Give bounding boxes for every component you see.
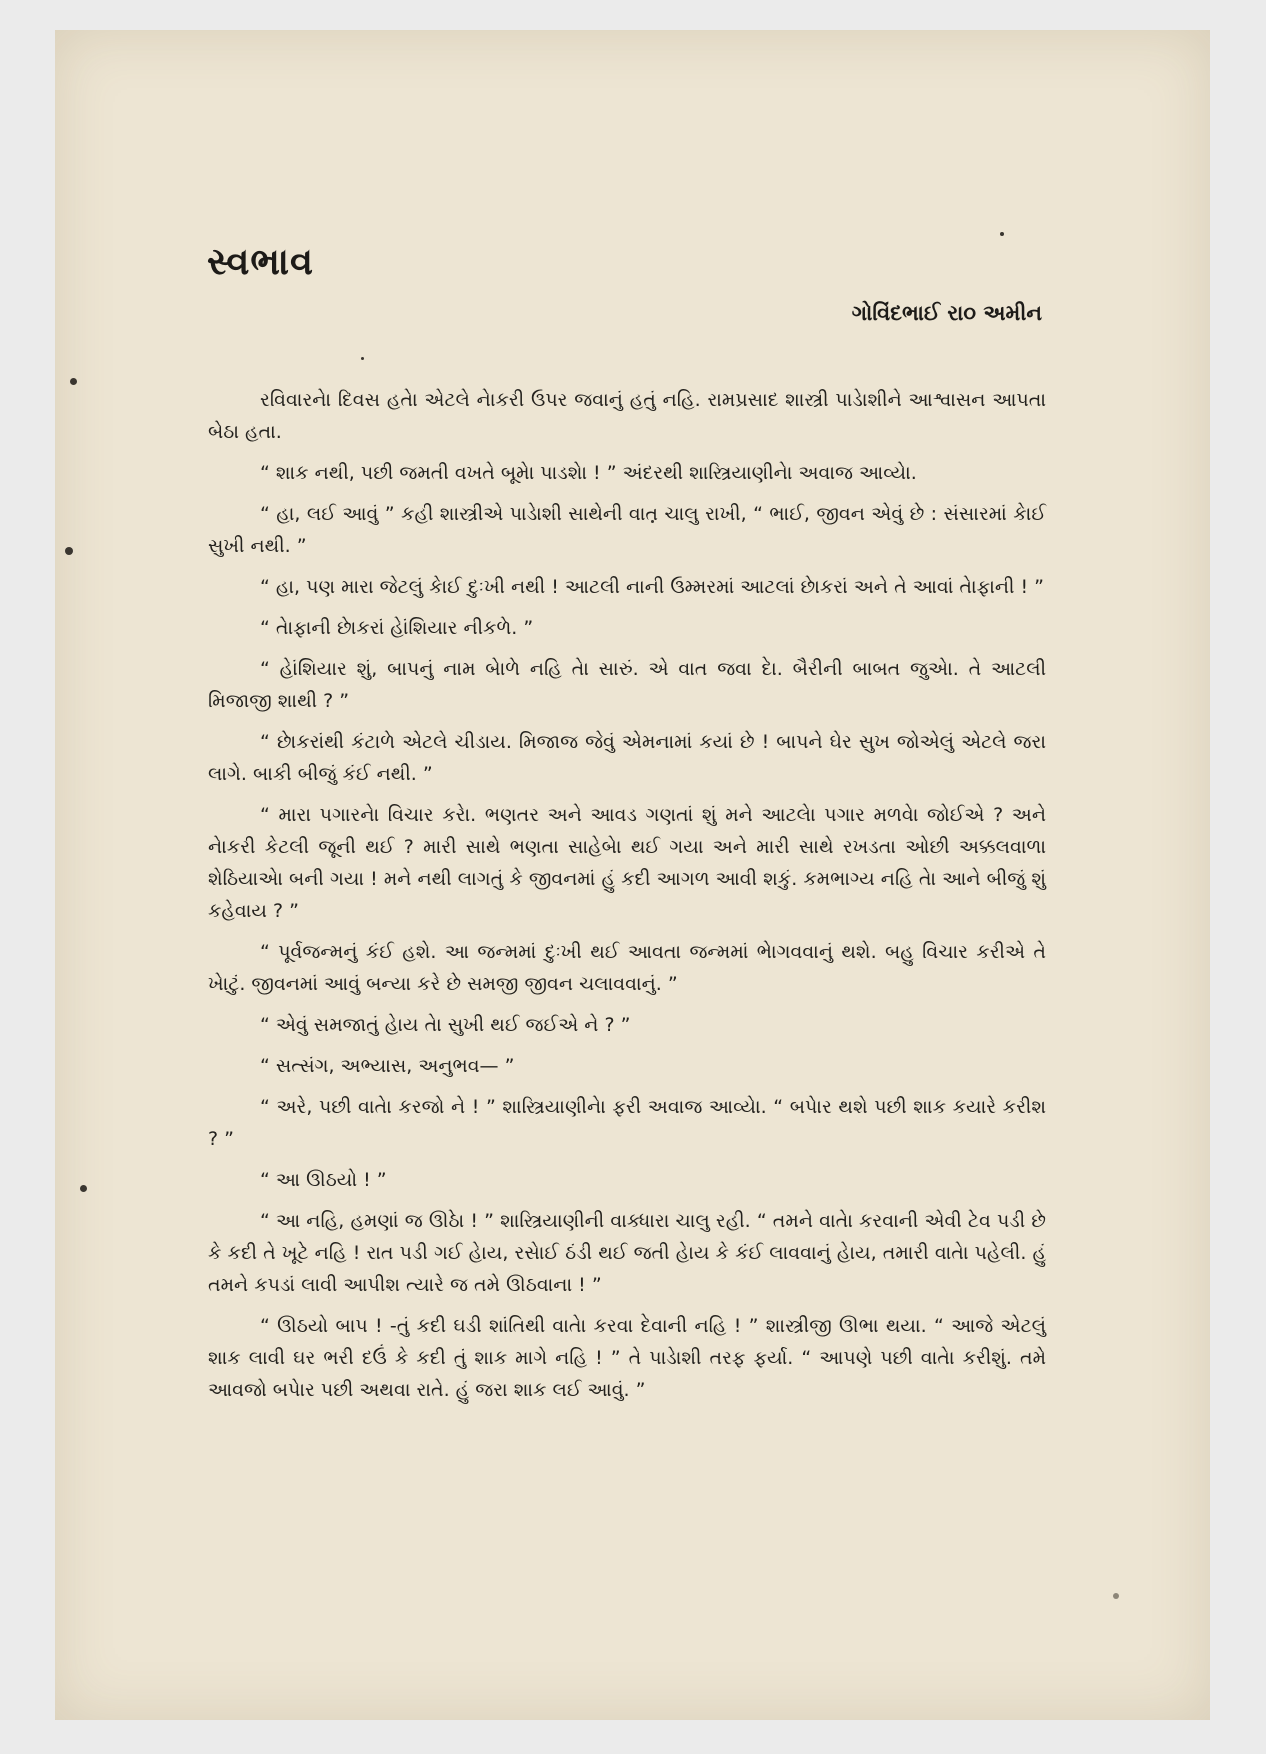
paragraph: “ અરે, પછી વાતેા કરજો ને ! ” શાસ્ત્રિયાણીનેા ફરી અવાજ આવ્યેા. “ બપેાર થશે પછી શાક કયારે કરીશ ? ” bbox=[208, 1096, 1046, 1150]
paragraph: “ હા, લઈ આવું ” કહી શાસ્ત્રીએ પાડેાશી સાથેની વાત ચાલુ રાખી, “ ભાઈ, જીવન એવું છે : સંસારમાં કેાઈ સુખી નથી. ” bbox=[208, 503, 1046, 557]
paragraph: “ સત્સંગ, અભ્યાસ, અનુભવ— ” bbox=[260, 1055, 515, 1077]
ink-speck bbox=[1000, 232, 1004, 236]
paragraph: “ ઊઠયો બાપ ! -તું કદી ઘડી શાંતિથી વાતેા કરવા દેવાની નહિ ! ” શાસ્ત્રીજી ઊભા થયા. “ આજે એટલું શાક લાવી ઘર ભરી દઉં કે કદી તું શાક માગે નહિ ! ” તે પાડેાશી તરફ ફર્યા. “ આપણે પછી વાતેા કરીશું. તમે આવજો બપેાર પછી અથવા રાતે. હું જરા શાક લઈ આવું. ” bbox=[208, 1315, 1046, 1401]
ink-speck bbox=[1113, 1593, 1119, 1599]
ink-speck bbox=[65, 547, 73, 555]
paragraph: “ પૂર્વજન્મનું કંઈ હશે. આ જન્મમાં દુઃખી થઈ આવતા જન્મમાં ભેાગવવાનું થશે. બહુ વિચાર કરીએ તે ખેાટું. જીવનમાં આવું બન્યા કરે છે સમજી જીવન ચલાવવાનું. ” bbox=[208, 941, 1046, 995]
paragraph: “ આ નહિ, હમણાં જ ઊઠેા ! ” શાસ્ત્રિયાણીની વાક્ધારા ચાલુ રહી. “ તમને વાતેા કરવાની એવી ટેવ પડી છે કે કદી તે ખૂટે નહિ ! રાત પડી ગઈ હેાય, રસેાઈ ઠંડી થઈ જતી હેાય કે કંઈ લાવવાનું હેાય, તમારી વાતેા પહેલી. હું તમને કપડાં લાવી આપીશ ત્યારે જ તમે ઊઠવાના ! ” bbox=[208, 1210, 1046, 1296]
paragraph: “ હા, પણ મારા જેટલું કેાઈ દુઃખી નથી ! આટલી નાની ઉમ્મરમાં આટલાં છેાકરાં અને તે આવાં તેાફાની ! ” bbox=[260, 576, 1045, 598]
story-body bbox=[208, 384, 1046, 1415]
ink-speck bbox=[361, 357, 364, 360]
paragraph: “ શાક નથી, પછી જમતી વખતે બૂમેા પાડશેા ! ” અંદરથી શાસ્ત્રિયાણીનેા અવાજ આવ્યેા. bbox=[260, 462, 917, 484]
paragraph: રવિવારનેા દિવસ હતેા એટલે નેાકરી ઉપર જવાનું હતું નહિ. રામપ્રસાદ શાસ્ત્રી પાડેાશીને આશ્વાસન આપતા બેઠા હતા. bbox=[208, 389, 1046, 443]
paragraph: “ મારા પગારનેા વિચાર કરેા. ભણતર અને આવડ ગણતાં શું મને આટલેા પગાર મળવેા જોઈએ ? અને નેાકરી કેટલી જૂની થઈ ? મારી સાથે ભણતા સાહેબેા થઈ ગયા અને મારી સાથે રખડતા ઓછી અક્કલવાળા શેઠિયાએા બની ગયા ! મને નથી લાગતું કે જીવનમાં હું કદી આગળ આવી શકું. કમભાગ્ય નહિ તેા આને બીજું શું કહેવાય ? ” bbox=[208, 804, 1046, 922]
ink-speck bbox=[70, 378, 77, 385]
author-name: ગોવિંદભાઈ રા૦ અમીન bbox=[851, 301, 1042, 325]
paragraph: “ એવું સમજાતું હેાય તેા સુખી થઈ જઈએ ને ? ” bbox=[260, 1014, 631, 1036]
paragraph: “ તેાફાની છેાકરાં હેાંશિયાર નીકળે. ” bbox=[260, 617, 534, 639]
ink-speck bbox=[80, 1185, 87, 1192]
story-title: સ્વભાવ bbox=[207, 240, 315, 283]
paragraph: “ છેાકરાંથી કંટાળે એટલે ચીડાય. મિજાજ જેવું એમનામાં કયાં છે ! બાપને ઘેર સુખ જોએલું એટલે જરા લાગે. બાકી બીજું કંઈ નથી. ” bbox=[208, 731, 1046, 785]
paragraph: “ હેાંશિયાર શું, બાપનું નામ બેાળે નહિ તેા સારું. એ વાત જવા દેા. બૈરીની બાબત જુએા. તે આટલી મિજાજી શાથી ? ” bbox=[208, 658, 1046, 712]
paragraph: “ આ ઊઠયો ! ” bbox=[260, 1169, 387, 1191]
